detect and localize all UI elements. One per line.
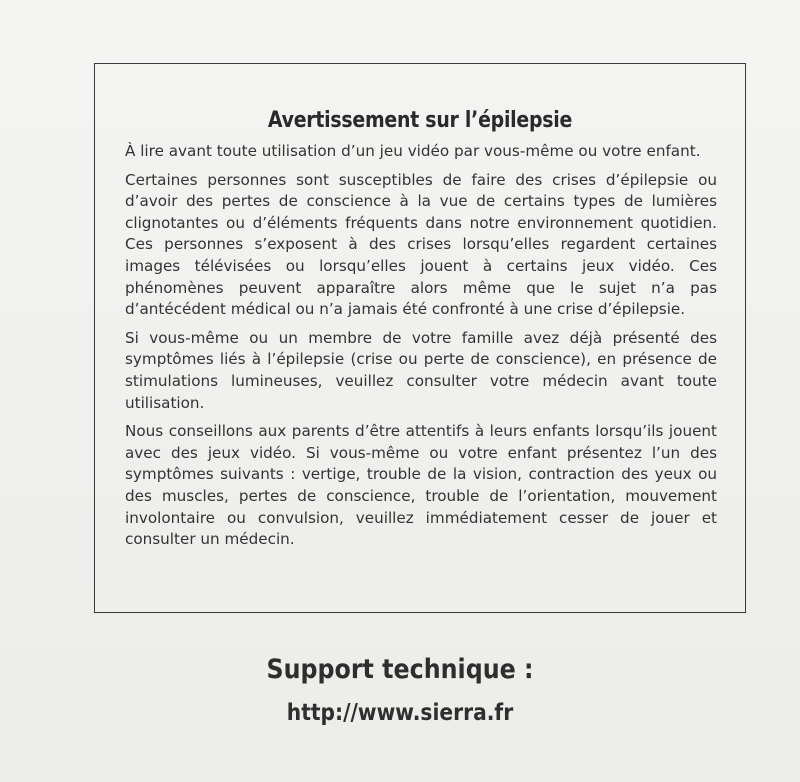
warning-paragraph: Nous conseillons aux parents d’être attentifs à leurs enfants lorsqu’ils jouent avec des jeux vidéo. Si vous-même ou votre enfant présentez l’un des symptômes suivants : vertige, trouble de la vision, contraction des yeux ou des muscles, pertes de conscience, trouble de l’orientation, mouvement involontaire ou convulsion, veuillez immédiatement cesser de jouer et consulter un médecin. [125,422,717,549]
warning-paragraph: Certaines personnes sont susceptibles de faire des crises d’épilepsie ou d’avoir des pertes de conscience à la vue de certains types de lumières clignotantes ou d’éléments fréquents dans notre environnement quotidien. Ces personnes s’exposent à des crises lorsqu’elles regardent certaines images télévisées ou lorsqu’elles jouent à certains jeux vidéo. Ces phénomènes peuvent apparaître alors même que le sujet n’a pas d’antécédent médical ou n’a jamais été confronté à une crise d’épilepsie. [125,170,717,319]
warning-title: Avertissement sur l’épilepsie [267,108,573,133]
warning-paragraph: Si vous-même ou un membre de votre famille avez déjà présenté des symptômes liés à l’épilepsie (crise ou perte de conscience), en présence de stimulations lumineuses, veuillez consulter votre médecin avant toute utilisation. [125,328,717,412]
epilepsy-warning-box [94,63,746,613]
support-title: Support technique : [266,654,534,685]
warning-paragraph: À lire avant toute utilisation d’un jeu vidéo par vous-même ou votre enfant. [125,142,701,160]
warning-body [125,141,717,558]
support-url[interactable]: http://www.sierra.fr [286,700,514,726]
